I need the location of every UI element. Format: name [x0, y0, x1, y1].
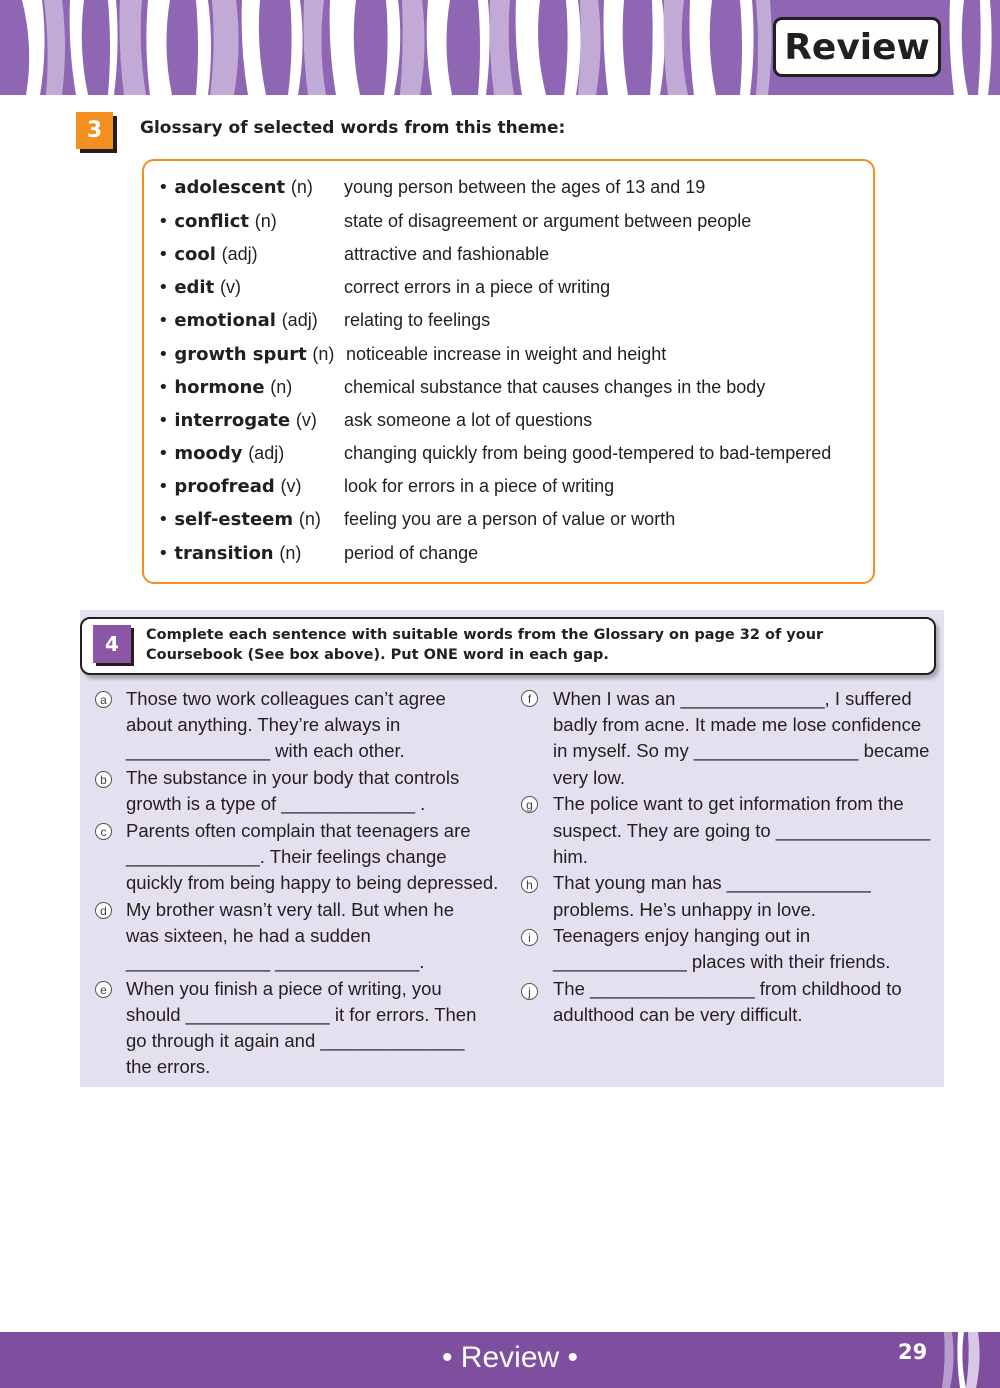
- sentence-line: When you finish a piece of writing, you: [126, 978, 442, 999]
- section-4-number: 4: [93, 625, 131, 663]
- item-letter-badge: b: [95, 771, 112, 788]
- sentence-line: the errors.: [126, 1056, 211, 1077]
- glossary-pos: (adj): [281, 310, 318, 330]
- glossary-definition: ask someone a lot of questions: [344, 410, 593, 430]
- item-letter-badge: f: [521, 690, 538, 707]
- sentence-line: go through it again and ______________: [126, 1030, 465, 1051]
- glossary-definition: attractive and fashionable: [344, 244, 550, 264]
- glossary-pos: (adj): [248, 443, 285, 463]
- glossary-definition: changing quickly from being good-tempered to bad-tempered: [344, 443, 832, 463]
- glossary-term: adolescent: [174, 177, 286, 198]
- section-3-title: Glossary of selected words from this theme:: [140, 118, 566, 138]
- sentence-line: about anything. They’re always in: [126, 714, 401, 735]
- sentence-line: in myself. So my ________________ became: [553, 740, 930, 761]
- sentence-line: should ______________ it for errors. Then: [126, 1004, 477, 1025]
- glossary-term: hormone: [174, 377, 265, 398]
- sentence-line: problems. He’s unhappy in love.: [553, 899, 816, 920]
- glossary-definition: young person between the ages of 13 and 19: [344, 177, 706, 197]
- sentence-line: adulthood can be very difficult.: [553, 1004, 803, 1025]
- glossary-term: transition: [174, 543, 274, 564]
- glossary-term: growth spurt: [174, 344, 307, 365]
- sentence-line: Teenagers enjoy hanging out in: [553, 925, 811, 946]
- sentence-line: When I was an ______________, I suffered: [553, 688, 912, 709]
- sentence-line: Parents often complain that teenagers are: [126, 820, 471, 841]
- glossary-pos: (n): [270, 377, 293, 397]
- item-letter-badge: g: [521, 796, 538, 813]
- sentence-line: The substance in your body that controls: [126, 767, 460, 788]
- glossary-pos: (v): [280, 476, 302, 496]
- sentence-line: _____________ places with their friends.: [553, 951, 891, 972]
- glossary-definition: chemical substance that causes changes in the body: [344, 377, 766, 397]
- footer-title: • Review •: [441, 1341, 579, 1374]
- glossary-term: edit: [174, 277, 215, 298]
- glossary-definition: relating to feelings: [344, 310, 491, 330]
- sentence-line: That young man has ______________: [553, 872, 871, 893]
- sentence-line: growth is a type of _____________ .: [126, 793, 426, 814]
- header-banner: [0, 0, 1000, 95]
- sentence-line: ______________ with each other.: [126, 740, 405, 761]
- sentence-line: very low.: [553, 767, 625, 788]
- glossary-term: self-esteem: [174, 509, 294, 530]
- glossary-pos: (adj): [221, 244, 258, 264]
- glossary-definition: period of change: [344, 543, 479, 563]
- item-letter-badge: e: [95, 981, 112, 998]
- glossary-pos: (v): [295, 410, 317, 430]
- sentence-line: The police want to get information from the: [553, 793, 904, 814]
- glossary-term: conflict: [174, 211, 249, 232]
- page-number: 29: [898, 1340, 928, 1364]
- instruction-line: Complete each sentence with suitable words from the Glossary on page 32 of your: [146, 627, 824, 643]
- sentence-line: was sixteen, he had a sudden: [126, 925, 371, 946]
- sentence-line: Those two work colleagues can’t agree: [126, 688, 446, 709]
- instruction-line: Coursebook (See box above). Put ONE word in each gap.: [146, 647, 609, 663]
- section-4-instruction: [146, 625, 906, 665]
- sentence-line: The ________________ from childhood to: [553, 978, 902, 999]
- item-letter-badge: j: [521, 983, 538, 1000]
- glossary-definition: correct errors in a piece of writing: [344, 277, 611, 297]
- glossary-pos: (n): [254, 211, 277, 231]
- glossary-pos: (n): [298, 509, 321, 529]
- item-letter-badge: i: [521, 929, 538, 946]
- glossary-term: moody: [174, 443, 243, 464]
- glossary-term: emotional: [174, 310, 276, 331]
- sentence-line: him.: [553, 846, 588, 867]
- glossary-definition: noticeable increase in weight and height: [346, 344, 667, 364]
- glossary-term: cool: [174, 244, 216, 265]
- glossary-term: proofread: [174, 476, 275, 497]
- glossary-term: interrogate: [174, 410, 291, 431]
- glossary-definition: feeling you are a person of value or worth: [344, 509, 676, 529]
- sentence-line: badly from acne. It made me lose confidence: [553, 714, 922, 735]
- sentence-line: suspect. They are going to _______________: [553, 820, 931, 841]
- sentence-line: ______________ ______________.: [126, 951, 425, 972]
- item-letter-badge: c: [95, 823, 112, 840]
- glossary-pos: (n): [279, 543, 302, 563]
- item-letter-badge: a: [95, 691, 112, 708]
- section-3-number: 3: [76, 112, 113, 149]
- item-letter-badge: h: [521, 876, 538, 893]
- sentence-line: _____________. Their feelings change: [126, 846, 447, 867]
- glossary-pos: (n): [290, 177, 313, 197]
- review-badge: Review: [773, 17, 941, 77]
- glossary-pos: (v): [219, 277, 241, 297]
- glossary-definition: state of disagreement or argument between people: [344, 211, 752, 231]
- glossary-definition: look for errors in a piece of writing: [344, 476, 615, 496]
- glossary-pos: (n): [312, 344, 335, 364]
- item-letter-badge: d: [95, 902, 112, 919]
- sentence-line: My brother wasn’t very tall. But when he: [126, 899, 455, 920]
- sentence-line: quickly from being happy to being depressed.: [126, 872, 499, 893]
